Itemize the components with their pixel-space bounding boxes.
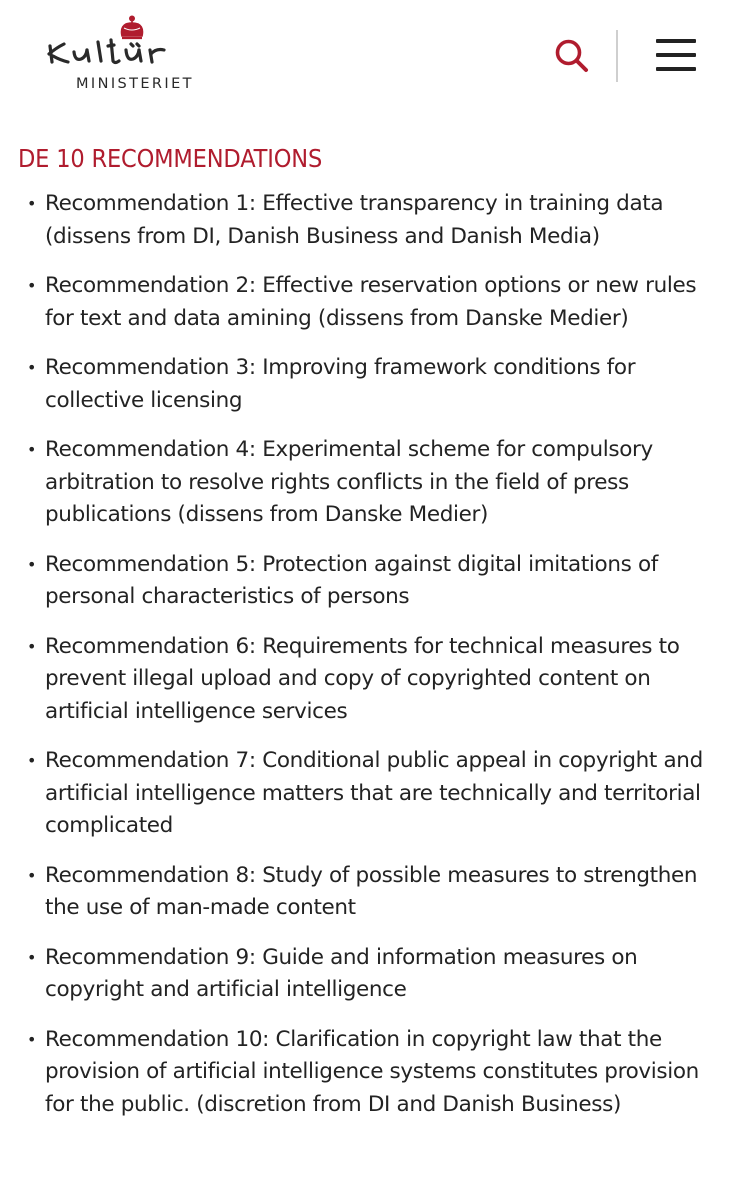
main-content bbox=[18, 142, 722, 1138]
list-item bbox=[18, 860, 722, 925]
section-title: DE 10 RECOMMENDATIONS bbox=[18, 144, 323, 173]
list-item-text: Recommendation 7: Conditional public appeal in copyright and artificial intelligence matters that are technically and territorial complicated bbox=[45, 748, 703, 838]
hamburger-menu-icon bbox=[656, 39, 696, 43]
list-item-text: Recommendation 5: Protection against digital imitations of personal characteristics of persons bbox=[45, 551, 658, 609]
bullet-icon: • bbox=[27, 865, 37, 885]
list-item bbox=[18, 188, 722, 253]
crown-wordmark-logo bbox=[44, 14, 204, 74]
bullet-icon: • bbox=[27, 440, 37, 459]
list-item bbox=[18, 549, 722, 614]
search-icon bbox=[552, 36, 592, 76]
ministry-logo[interactable] bbox=[44, 14, 204, 98]
bullet-icon: • bbox=[27, 194, 37, 213]
bullet-icon: • bbox=[27, 1029, 37, 1049]
list-item bbox=[18, 270, 722, 335]
bullet-icon: • bbox=[27, 554, 37, 574]
list-item-text: Recommendation 2: Effective reservation options or new rules for text and data amining (dissens from Danske Medier) bbox=[45, 273, 697, 331]
bullet-icon: • bbox=[27, 751, 37, 770]
menu-button[interactable] bbox=[654, 38, 698, 72]
list-item-text: Recommendation 6: Requirements for technical measures to prevent illegal upload and copy of copyrighted content on artificial intelligence services bbox=[45, 633, 680, 724]
recommendations-list bbox=[18, 188, 722, 1121]
bullet-icon: • bbox=[27, 636, 37, 656]
list-item-text: Recommendation 8: Study of possible measures to strengthen the use of man-made content bbox=[45, 862, 698, 920]
list-item bbox=[18, 434, 722, 532]
hamburger-menu-icon bbox=[656, 67, 696, 71]
bullet-icon: • bbox=[27, 276, 37, 295]
logo-subtitle: MINISTERIET bbox=[76, 76, 194, 92]
bullet-icon: • bbox=[27, 358, 37, 377]
site-header bbox=[0, 0, 736, 110]
list-item-text: Recommendation 9: Guide and information measures on copyright and artificial intelligence bbox=[45, 944, 638, 1002]
list-item bbox=[18, 1024, 722, 1122]
list-item bbox=[18, 631, 722, 729]
list-item-text: Recommendation 1: Effective transparency in training data (dissens from DI, Danish Business and Danish Media) bbox=[45, 191, 664, 249]
search-button[interactable] bbox=[552, 36, 592, 76]
list-item-text: Recommendation 4: Experimental scheme for compulsory arbitration to resolve rights conflicts in the field of press publications (dissens from Danske Medier) bbox=[45, 437, 653, 527]
bullet-icon: • bbox=[27, 947, 37, 967]
list-item bbox=[18, 352, 722, 417]
list-item bbox=[18, 745, 722, 843]
list-item bbox=[18, 942, 722, 1007]
list-item-text: Recommendation 3: Improving framework conditions for collective licensing bbox=[45, 355, 636, 413]
list-item-text: Recommendation 10: Clarification in copyright law that the provision of artificial intelligence systems constitutes provision for the public. (discretion from DI and Danish Business) bbox=[45, 1026, 699, 1117]
hamburger-menu-icon bbox=[656, 53, 696, 57]
header-divider bbox=[616, 30, 618, 82]
